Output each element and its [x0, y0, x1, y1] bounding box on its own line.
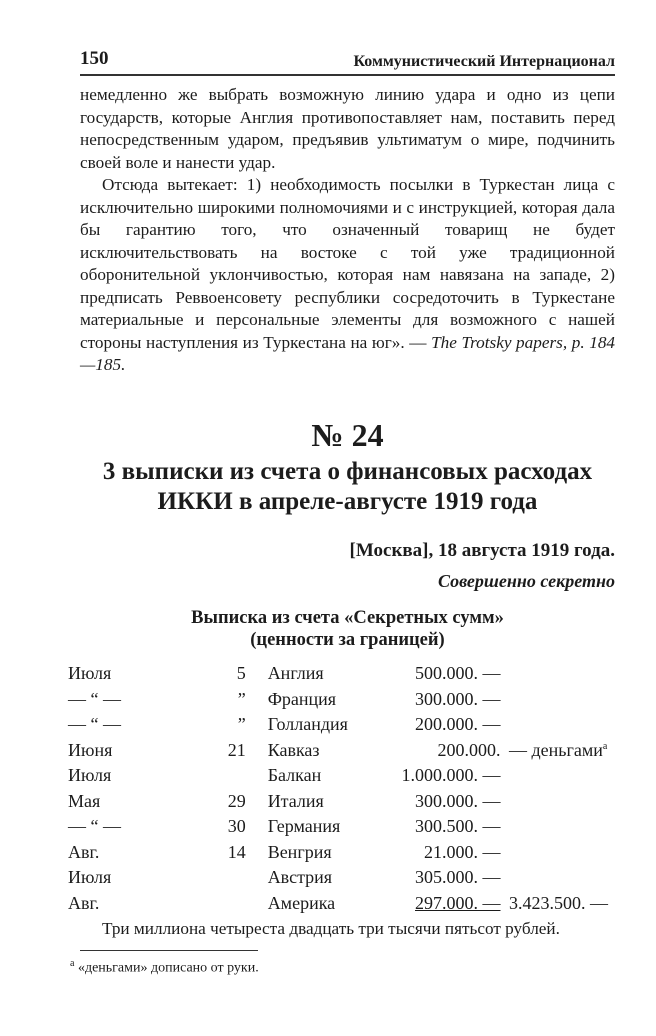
day: ” — [237, 688, 246, 709]
country: Кавказ — [267, 739, 320, 760]
day: 14 — [227, 841, 246, 862]
amount: 200.000. — — [415, 714, 501, 734]
place-date: [Москва], 18 августа 1919 года. — [349, 539, 615, 561]
document-title-line-1: 3 выписки из счета о финансовых расходах — [102, 457, 593, 485]
amount: 500.000. — — [415, 663, 501, 683]
ledger-row — [68, 735, 608, 761]
intro-paragraph-2 — [80, 174, 615, 377]
extract-title-line-2: (ценности за границей) — [250, 629, 445, 650]
country: Балкан — [267, 765, 322, 785]
note — [505, 786, 609, 812]
amount: 1.000.000. — — [401, 765, 501, 785]
country: Голландия — [267, 714, 348, 734]
amount: 21.000. — — [424, 841, 501, 862]
ledger-row — [68, 684, 608, 710]
ledger-row — [68, 812, 608, 838]
document-title-line-2: ИККИ в апреле-августе 1919 года — [157, 487, 538, 515]
intro-paragraph-2-text: Отсюда вытекает: 1) необходимость посылки в Туркестан лица с исключительно широкими полномочиями и с инструкцией, которая дала бы гарантию того, что означенный товарищ не будет исключительствовать на востоке с той уже традиционной оборонительной уклончивостью, которая нам навязана на западе, 2) предписать Реввоенсовету республики сосредоточить в Туркестане материальные и персональные элементы для возможного с нашей стороны наступления из Туркестана на юг». — — [80, 175, 615, 352]
country: Австрия — [267, 867, 333, 887]
month: — “ — — [68, 688, 121, 709]
note-text: — деньгами — [509, 739, 603, 760]
day — [179, 863, 267, 889]
footnote-marker: а — [602, 740, 608, 752]
day: ” — [237, 714, 246, 734]
ledger-row — [68, 761, 608, 787]
citation: The Trotsky papers, p. 184—185. — [80, 332, 616, 374]
note — [505, 735, 609, 761]
amount: 300.000. — — [415, 790, 501, 811]
amount: 300.000. — — [415, 688, 501, 709]
month: — “ — — [68, 714, 121, 734]
extract-title — [80, 607, 615, 651]
month: Авг. — [68, 892, 100, 913]
amount: 200.000. — [437, 739, 501, 760]
country: Америка — [267, 892, 336, 913]
country: Италия — [267, 790, 324, 811]
page-header — [80, 40, 615, 76]
ledger-row — [68, 837, 608, 863]
footnote-divider — [80, 950, 258, 951]
footnote-marker: а — [70, 958, 75, 969]
country: Венгрия — [267, 841, 332, 862]
note — [505, 837, 609, 863]
ledger-row — [68, 786, 608, 812]
intro-paragraph-1: немедленно же выбрать возможную линию удара и одно из цепи государств, которые Англия противопоставляет нам, поставить перед непосредственным ударом, предъявив ультиматум о мире, подчинить своей воле и нанести удар. — [80, 85, 615, 172]
classification-label: Совершенно секретно — [437, 570, 615, 591]
country: Франция — [267, 688, 337, 709]
note — [505, 812, 609, 838]
ledger-row — [68, 863, 608, 889]
day — [179, 888, 267, 914]
day: 30 — [227, 816, 246, 836]
month: Июля — [68, 663, 112, 683]
month: Июля — [68, 765, 112, 785]
note — [505, 863, 609, 889]
ledger-table — [68, 659, 608, 914]
extract-title-line-1: Выписка из счета «Секретных сумм» — [191, 607, 504, 628]
total-in-words: Три миллиона четыреста двадцать три тысячи пятьсот рублей. — [102, 918, 560, 938]
note — [505, 710, 609, 736]
amount: 305.000. — — [415, 867, 501, 887]
note — [505, 684, 609, 710]
document-title — [80, 457, 615, 517]
ledger-row — [68, 710, 608, 736]
page-number: 150 — [80, 48, 109, 69]
grand-total-value: 3.423.500. — — [509, 892, 608, 913]
ledger-row — [68, 659, 608, 685]
day — [179, 761, 267, 787]
running-title: Коммунистический Интернационал — [353, 53, 615, 70]
month: Июля — [68, 867, 112, 887]
day: 29 — [227, 790, 246, 811]
month: Июня — [68, 739, 113, 760]
month: Авг. — [68, 841, 100, 862]
amount: 300.500. — — [415, 816, 501, 836]
country: Германия — [267, 816, 341, 836]
document-number: № 24 — [311, 416, 384, 453]
month: — “ — — [68, 816, 121, 836]
footnote-text: «деньгами» дописано от руки. — [77, 960, 259, 976]
day: 5 — [236, 663, 246, 683]
note — [505, 659, 609, 685]
note — [505, 761, 609, 787]
book-page — [68, 40, 616, 978]
country: Англия — [267, 663, 324, 683]
month: Мая — [68, 790, 101, 811]
footnote — [70, 955, 615, 978]
day: 21 — [227, 739, 246, 760]
amount: 297.000. — — [415, 892, 501, 913]
grand-total — [505, 888, 609, 914]
ledger-row — [68, 888, 608, 914]
